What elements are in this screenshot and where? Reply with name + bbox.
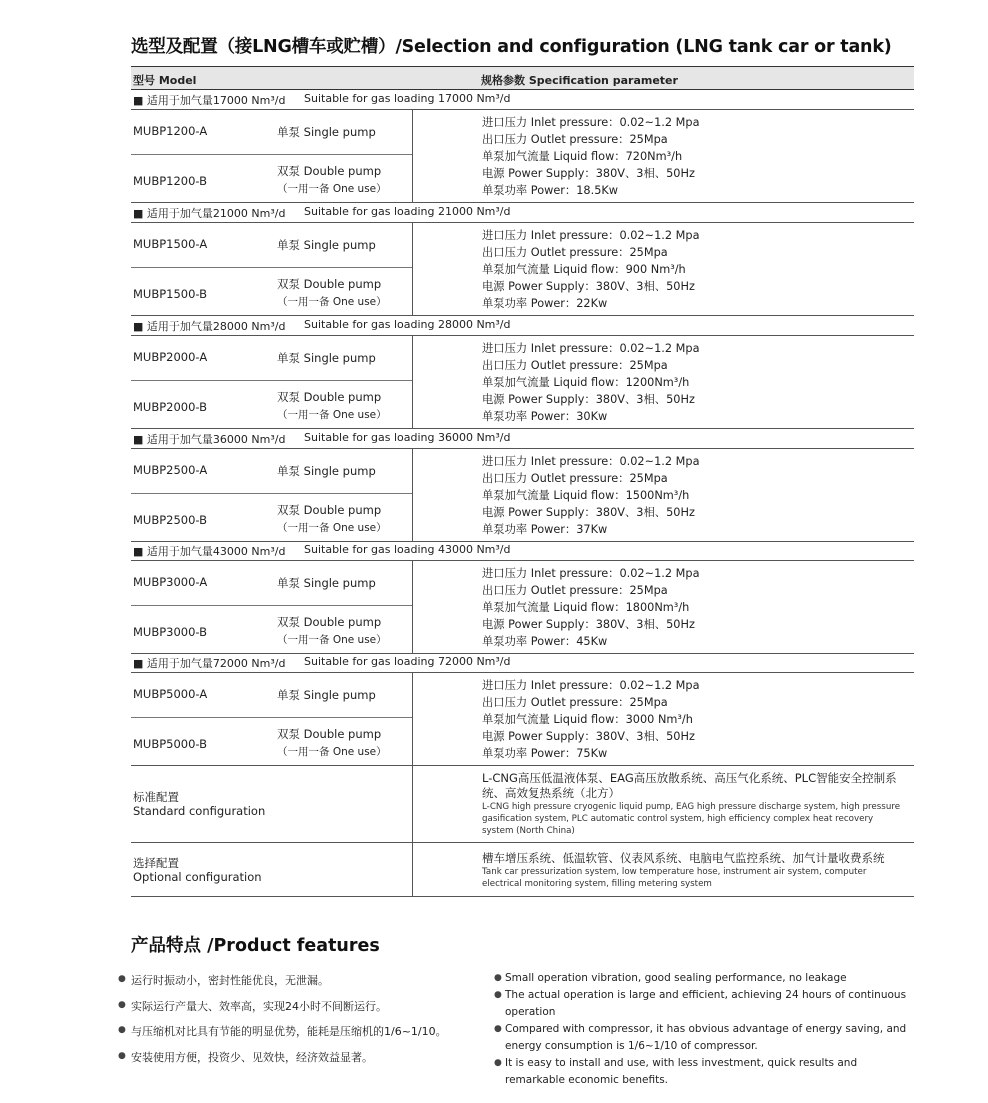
table-row bbox=[131, 561, 412, 606]
section-label-en: Suitable for gas loading 17000 Nm³/d bbox=[304, 92, 511, 105]
table-row bbox=[131, 381, 412, 428]
pump-note: （一用一备 One use） bbox=[277, 183, 387, 195]
page-title: 选型及配置（接LNG槽车或贮槽）/Selection and configuration (LNG tank car or tank) bbox=[131, 37, 892, 57]
table-header bbox=[131, 66, 914, 90]
column-divider bbox=[412, 843, 413, 896]
feature-item-zh: ● 运行时振动小，密封性能优良，无泄漏。 bbox=[118, 974, 329, 987]
spec-line: 单泵加气流量 Liquid flow：1200Nm³/h bbox=[482, 376, 690, 390]
column-divider bbox=[412, 561, 413, 653]
bullet-icon: ● bbox=[494, 1058, 502, 1068]
section-body bbox=[131, 673, 914, 766]
spec-line: 单泵加气流量 Liquid flow：720Nm³/h bbox=[482, 150, 683, 164]
spec-list bbox=[482, 677, 700, 762]
bullet-icon: ● bbox=[494, 973, 502, 983]
standard-configuration bbox=[131, 765, 914, 843]
model-name: MUBP5000-B bbox=[133, 737, 208, 751]
spec-list bbox=[482, 114, 700, 199]
bullet-icon: ● bbox=[494, 990, 502, 1000]
feature-item-zh: ● 与压缩机对比具有节能的明显优势，能耗是压缩机的1/6~1/10。 bbox=[118, 1025, 447, 1038]
standard-text-en: L-CNG high pressure cryogenic liquid pump, EAG high pressure discharge system, high pressure gasification system, PLC automatic control system, high efficiency complex heat recovery system (North China) bbox=[482, 802, 901, 836]
pump-type: 单泵 Single pump bbox=[277, 238, 376, 252]
pump-type: 双泵 Double pump （一用一备 One use） bbox=[277, 390, 387, 421]
table-row bbox=[131, 268, 412, 315]
section-body bbox=[131, 336, 914, 429]
spec-section bbox=[131, 428, 914, 542]
spec-line: 出口压力 Outlet pressure：25Mpa bbox=[482, 359, 668, 373]
spec-line: 单泵功率 Power：30Kw bbox=[482, 410, 608, 424]
spec-line: 单泵功率 Power：75Kw bbox=[482, 747, 608, 761]
spec-line: 单泵加气流量 Liquid flow：1500Nm³/h bbox=[482, 489, 690, 503]
pump-type: 单泵 Single pump bbox=[277, 125, 376, 139]
header-spec: 规格参数 Specification parameter bbox=[481, 74, 678, 87]
pump-type: 单泵 Single pump bbox=[277, 351, 376, 365]
model-name: MUBP2500-A bbox=[133, 463, 208, 477]
spec-line: 出口压力 Outlet pressure：25Mpa bbox=[482, 246, 668, 260]
spec-section bbox=[131, 652, 914, 766]
feature-item-en: ● The actual operation is large and efficient, achieving 24 hours of continuous operation bbox=[494, 989, 907, 1018]
pump-type: 双泵 Double pump （一用一备 One use） bbox=[277, 503, 387, 534]
spec-line: 进口压力 Inlet pressure：0.02~1.2 Mpa bbox=[482, 116, 700, 129]
model-name: MUBP5000-A bbox=[133, 687, 208, 701]
spec-line: 单泵功率 Power：18.5Kw bbox=[482, 184, 619, 198]
column-divider bbox=[412, 110, 413, 202]
features-list-en bbox=[494, 970, 914, 1089]
spec-line: 单泵功率 Power：45Kw bbox=[482, 635, 608, 649]
spec-line: 电源 Power Supply：380V、3相、50Hz bbox=[482, 730, 695, 744]
spec-section bbox=[131, 89, 914, 203]
table-row bbox=[131, 336, 412, 381]
features-list-zh bbox=[118, 972, 488, 1074]
spec-section bbox=[131, 540, 914, 654]
spec-line: 单泵功率 Power：37Kw bbox=[482, 523, 608, 537]
section-header bbox=[131, 202, 914, 223]
spec-list bbox=[482, 453, 700, 538]
column-divider bbox=[412, 449, 413, 541]
section-label-zh: ■ 适用于加气量43000 Nm³/d bbox=[133, 545, 286, 558]
pump-note: （一用一备 One use） bbox=[277, 746, 387, 758]
table-row bbox=[131, 155, 412, 202]
section-label-zh: ■ 适用于加气量36000 Nm³/d bbox=[133, 433, 286, 446]
spec-section bbox=[131, 202, 914, 316]
table-row bbox=[131, 673, 412, 718]
table-row bbox=[131, 449, 412, 494]
spec-line: 电源 Power Supply：380V、3相、50Hz bbox=[482, 167, 695, 181]
spec-line: 进口压力 Inlet pressure：0.02~1.2 Mpa bbox=[482, 342, 700, 355]
table-row bbox=[131, 494, 412, 541]
section-header bbox=[131, 652, 914, 673]
bullet-icon: ● bbox=[118, 1025, 126, 1035]
standard-label-zh: 标准配置 bbox=[133, 790, 179, 804]
pump-type: 双泵 Double pump （一用一备 One use） bbox=[277, 277, 387, 308]
model-name: MUBP1200-B bbox=[133, 174, 208, 188]
spec-line: 出口压力 Outlet pressure：25Mpa bbox=[482, 584, 668, 598]
model-name: MUBP1500-B bbox=[133, 287, 208, 301]
pump-note: （一用一备 One use） bbox=[277, 296, 387, 308]
spec-list bbox=[482, 565, 700, 650]
spec-list bbox=[482, 227, 700, 312]
standard-text-zh: L-CNG高压低温液体泵、EAG高压放散系统、高压气化系统、PLC智能安全控制系统、高效复热系统（北方） bbox=[482, 771, 897, 800]
section-body bbox=[131, 449, 914, 542]
section-label-zh: ■ 适用于加气量72000 Nm³/d bbox=[133, 657, 286, 670]
pump-note: （一用一备 One use） bbox=[277, 409, 387, 421]
pump-type: 单泵 Single pump bbox=[277, 576, 376, 590]
model-name: MUBP3000-B bbox=[133, 625, 208, 639]
spec-line: 出口压力 Outlet pressure：25Mpa bbox=[482, 696, 668, 710]
spec-line: 电源 Power Supply：380V、3相、50Hz bbox=[482, 618, 695, 632]
section-header bbox=[131, 428, 914, 449]
spec-line: 单泵加气流量 Liquid flow：900 Nm³/h bbox=[482, 263, 686, 277]
spec-line: 出口压力 Outlet pressure：25Mpa bbox=[482, 133, 668, 147]
bullet-icon: ● bbox=[118, 974, 126, 984]
section-label-zh: ■ 适用于加气量21000 Nm³/d bbox=[133, 207, 286, 220]
section-label-zh: ■ 适用于加气量28000 Nm³/d bbox=[133, 320, 286, 333]
spec-line: 单泵加气流量 Liquid flow：1800Nm³/h bbox=[482, 601, 690, 615]
section-label-en: Suitable for gas loading 36000 Nm³/d bbox=[304, 431, 511, 444]
model-name: MUBP3000-A bbox=[133, 575, 208, 589]
optional-text-en: Tank car pressurization system, low temperature hose, instrument air system, computer electrical monitoring system, filling metering system bbox=[482, 867, 867, 889]
feature-item-en: ● Compared with compressor, it has obvious advantage of energy saving, and energy consumption is 1/6~1/10 of compressor. bbox=[494, 1023, 907, 1052]
model-name: MUBP2500-B bbox=[133, 513, 208, 527]
pump-type: 单泵 Single pump bbox=[277, 688, 376, 702]
spec-line: 进口压力 Inlet pressure：0.02~1.2 Mpa bbox=[482, 567, 700, 580]
column-divider bbox=[412, 336, 413, 428]
model-name: MUBP1200-A bbox=[133, 124, 208, 138]
pump-type: 双泵 Double pump （一用一备 One use） bbox=[277, 615, 387, 646]
feature-item-en: ● Small operation vibration, good sealing performance, no leakage bbox=[494, 970, 914, 987]
pump-type: 双泵 Double pump （一用一备 One use） bbox=[277, 164, 387, 195]
pump-note: （一用一备 One use） bbox=[277, 634, 387, 646]
model-name: MUBP2000-B bbox=[133, 400, 208, 414]
spec-line: 出口压力 Outlet pressure：25Mpa bbox=[482, 472, 668, 486]
optional-label-zh: 选择配置 bbox=[133, 856, 179, 870]
spec-line: 电源 Power Supply：380V、3相、50Hz bbox=[482, 506, 695, 520]
optional-configuration bbox=[131, 843, 914, 897]
table-row bbox=[131, 223, 412, 268]
spec-line: 单泵功率 Power：22Kw bbox=[482, 297, 608, 311]
section-label-en: Suitable for gas loading 72000 Nm³/d bbox=[304, 655, 511, 668]
spec-line: 进口压力 Inlet pressure：0.02~1.2 Mpa bbox=[482, 679, 700, 692]
features-title: 产品特点 /Product features bbox=[131, 936, 380, 956]
column-divider bbox=[412, 673, 413, 765]
feature-item-zh: ● 实际运行产量大、效率高，实现24小时不间断运行。 bbox=[118, 999, 387, 1013]
table-row bbox=[131, 110, 412, 155]
model-name: MUBP2000-A bbox=[133, 350, 208, 364]
table-row bbox=[131, 718, 412, 765]
spec-section bbox=[131, 315, 914, 429]
spec-line: 电源 Power Supply：380V、3相、50Hz bbox=[482, 393, 695, 407]
feature-item-zh: ● 安装使用方便，投资少、见效快，经济效益显著。 bbox=[118, 1050, 373, 1064]
bullet-icon: ● bbox=[494, 1024, 502, 1034]
standard-label-en: Standard configuration bbox=[133, 804, 266, 818]
spec-line: 单泵加气流量 Liquid flow：3000 Nm³/h bbox=[482, 713, 693, 727]
section-body bbox=[131, 110, 914, 203]
section-label-zh: ■ 适用于加气量17000 Nm³/d bbox=[133, 94, 286, 107]
table-row bbox=[131, 606, 412, 653]
spec-line: 进口压力 Inlet pressure：0.02~1.2 Mpa bbox=[482, 229, 700, 242]
column-divider bbox=[412, 223, 413, 315]
spec-list bbox=[482, 340, 700, 425]
spec-line: 进口压力 Inlet pressure：0.02~1.2 Mpa bbox=[482, 455, 700, 468]
pump-note: （一用一备 One use） bbox=[277, 522, 387, 534]
section-header bbox=[131, 315, 914, 336]
section-label-en: Suitable for gas loading 43000 Nm³/d bbox=[304, 543, 511, 556]
pump-type: 双泵 Double pump （一用一备 One use） bbox=[277, 727, 387, 758]
spec-line: 电源 Power Supply：380V、3相、50Hz bbox=[482, 280, 695, 294]
optional-text-zh: 槽车增压系统、低温软管、仪表风系统、电脑电气监控系统、加气计量收费系统 bbox=[482, 851, 885, 865]
pump-type: 单泵 Single pump bbox=[277, 464, 376, 478]
optional-label-en: Optional configuration bbox=[133, 870, 262, 884]
bullet-icon: ● bbox=[118, 1050, 126, 1061]
section-body bbox=[131, 561, 914, 654]
header-model: 型号 Model bbox=[133, 74, 197, 87]
model-name: MUBP1500-A bbox=[133, 237, 208, 251]
feature-item-en: ● It is easy to install and use, with less investment, quick results and remarkable economic benefits. bbox=[494, 1057, 858, 1086]
bullet-icon: ● bbox=[118, 999, 126, 1010]
section-label-en: Suitable for gas loading 28000 Nm³/d bbox=[304, 318, 511, 331]
section-body bbox=[131, 223, 914, 316]
section-header bbox=[131, 89, 914, 110]
section-label-en: Suitable for gas loading 21000 Nm³/d bbox=[304, 205, 511, 218]
column-divider bbox=[412, 765, 413, 842]
section-header bbox=[131, 540, 914, 561]
